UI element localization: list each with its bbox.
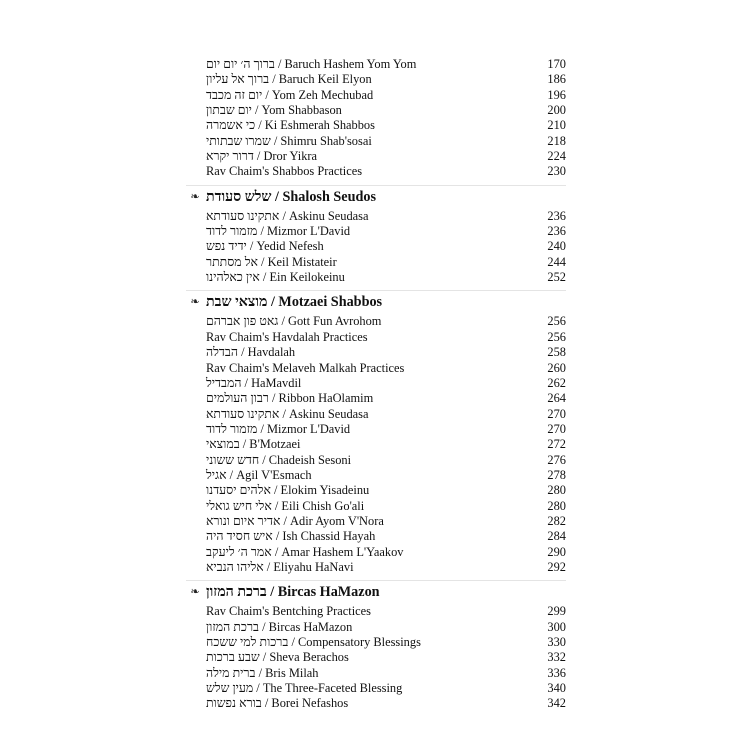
toc-entry (186, 666, 566, 681)
toc-entry-page: 292 (547, 559, 566, 574)
toc-entry-title: ברוך ה׳ יום יום / Baruch Hashem Yom Yom (206, 57, 417, 71)
toc-entry-page: 340 (547, 681, 566, 696)
toc-entry (186, 620, 566, 635)
toc-entry (186, 650, 566, 665)
toc-entry (186, 361, 566, 376)
toc-entry-page: 280 (547, 483, 566, 498)
toc-entry-title: אין כאלהינו / Ein Keilokeinu (206, 270, 345, 285)
toc-entry-page: 300 (547, 619, 566, 634)
toc-entry (186, 560, 566, 575)
toc-entry-page: 284 (547, 529, 566, 544)
toc-entry-title: Rav Chaim's Havdalah Practices (206, 329, 368, 344)
toc-entry-page: 210 (547, 118, 566, 133)
toc-entry-title: ברכת המזון / Bircas HaMazon (206, 619, 353, 634)
toc-entry-title: יום זה מכבד / Yom Zeh Mechubad (206, 87, 374, 102)
toc-entry (186, 483, 566, 498)
toc-entry-title: ברית מילה / Bris Milah (206, 665, 319, 680)
fleuron-icon: ❧ (190, 586, 200, 599)
toc-entry (186, 696, 566, 711)
section-heading-title: שלש סעודת / Shalosh Seudos (206, 188, 376, 205)
toc-entry-page: 200 (547, 103, 566, 118)
toc-entry-page: 170 (547, 57, 566, 71)
toc-entry-title: מזמור לדוד / Mizmor L'David (206, 224, 351, 239)
toc-entry (186, 422, 566, 437)
toc-entry-page: 290 (547, 544, 566, 559)
toc-entry (186, 72, 566, 87)
toc-entry-page: 330 (547, 635, 566, 649)
toc-entry (186, 635, 566, 650)
toc-entry-title: אדיר איום ונורא / Adir Ayom V'Nora (206, 513, 384, 528)
toc-entry-title: במוצאי / B'Motzaei (206, 437, 301, 452)
toc-entry (186, 681, 566, 696)
toc-entry-title: אלי חיש גואלי / Eili Chish Go'ali (206, 498, 365, 513)
toc-entry-title: ידיד נפש / Yedid Nefesh (206, 239, 324, 254)
toc-entry (186, 545, 566, 560)
toc-entry-title: אמר ה׳ ליעקב / Amar Hashem L'Yaakov (206, 544, 404, 559)
toc-entry-title: אתקינו סעודתא / Askinu Seudasa (206, 208, 369, 223)
toc-entry (186, 314, 566, 329)
toc-entry (186, 468, 566, 483)
section-heading (186, 185, 566, 209)
toc-entry (186, 118, 566, 133)
toc-entry (186, 164, 566, 179)
toc-entry-page: 244 (547, 254, 566, 269)
toc-entry (186, 345, 566, 360)
toc-entry-title: שמרו שבתותי / Shimru Shab'sosai (206, 133, 372, 148)
toc-entry-title: Rav Chaim's Shabbos Practices (206, 164, 363, 179)
toc-entry-title: מעין שלש / The Three-Faceted Blessing (206, 681, 403, 696)
toc-entry (186, 209, 566, 224)
toc-entry (186, 88, 566, 103)
toc-entry-title: איש חסיד היה / Ish Chassid Hayah (206, 529, 376, 544)
toc-entry-page: 280 (547, 498, 566, 513)
fleuron-icon: ❧ (190, 296, 200, 309)
toc-entry-page: 256 (547, 329, 566, 344)
toc-entry (186, 391, 566, 406)
toc-entry-title: המבדיל / HaMavdil (206, 375, 302, 390)
toc-entry (186, 134, 566, 149)
toc-entry-title: חדש ששוני / Chadeish Sesoni (206, 452, 352, 467)
toc-entry-page: 236 (547, 224, 566, 239)
toc-entry-title: אל מסתתר / Keil Mistateir (206, 254, 337, 269)
toc-entry (186, 224, 566, 239)
toc-entry-title: Rav Chaim's Melaveh Malkah Practices (206, 360, 405, 375)
toc-entry-page: 342 (547, 696, 566, 711)
toc-entry-page: 252 (547, 270, 566, 285)
toc-entry-page: 264 (547, 391, 566, 406)
toc-entry-page: 278 (547, 467, 566, 482)
toc-entry-title: הבדלה / Havdalah (206, 345, 296, 360)
fleuron-icon: ❧ (190, 190, 200, 203)
toc-entry (186, 407, 566, 422)
toc-entry (186, 514, 566, 529)
section-heading-title: ברכת המזון / Bircas HaMazon (206, 584, 380, 601)
toc-entry-page: 272 (547, 437, 566, 452)
toc-entry (186, 57, 566, 72)
toc-entry-title: אליהו הנביא / Eliyahu HaNavi (206, 559, 354, 574)
toc-entry-title: שבע ברכות / Sheva Berachos (206, 650, 349, 665)
toc-entry-page: 186 (547, 72, 566, 87)
toc-entry-page: 224 (547, 149, 566, 164)
toc-entry-page: 336 (547, 665, 566, 680)
toc-entry (186, 330, 566, 345)
toc-entry-page: 262 (547, 375, 566, 390)
toc-entry-page: 270 (547, 421, 566, 436)
toc-entry-page: 258 (547, 345, 566, 360)
toc-entry-title: גאט פון אברהם / Gott Fun Avrohom (206, 314, 382, 329)
section-heading (186, 580, 566, 604)
toc-entry (186, 453, 566, 468)
toc-entry (186, 529, 566, 544)
section-heading (186, 290, 566, 314)
toc-entry-title: מזמור לדוד / Mizmor L'David (206, 421, 351, 436)
toc-entry-page: 332 (547, 650, 566, 665)
toc-entry-page: 236 (547, 208, 566, 223)
toc-entry-title: אגיל / Agil V'Esmach (206, 467, 312, 482)
toc-entry-page: 260 (547, 360, 566, 375)
toc-entry-page: 270 (547, 406, 566, 421)
toc-entry-page: 299 (547, 604, 566, 619)
toc-entry-title: אלהים יסעדנו / Elokim Yisadeinu (206, 483, 370, 498)
toc-entry-title: יום שבתון / Yom Shabbason (206, 103, 342, 118)
toc-entry (186, 103, 566, 118)
toc-entry-title: רבון העולמים / Ribbon HaOlamim (206, 391, 374, 406)
toc-entry-page: 240 (547, 239, 566, 254)
toc-entry-title: כי אשמרה / Ki Eshmerah Shabbos (206, 118, 375, 133)
toc-entry (186, 239, 566, 254)
toc-entry (186, 270, 566, 285)
toc-entry-title: ברוך אל עליון / Baruch Keil Elyon (206, 72, 372, 87)
table-of-contents (186, 57, 566, 712)
toc-entry (186, 255, 566, 270)
toc-entry-page: 256 (547, 314, 566, 329)
toc-entry-title: אתקינו סעודתא / Askinu Seudasa (206, 406, 369, 421)
toc-entry-title: Rav Chaim's Bentching Practices (206, 604, 371, 619)
toc-entry-page: 282 (547, 513, 566, 528)
toc-entry-page: 276 (547, 452, 566, 467)
toc-entry (186, 604, 566, 619)
toc-entry-title: בורא נפשות / Borei Nefashos (206, 696, 349, 711)
toc-entry (186, 149, 566, 164)
toc-entry-page: 230 (547, 164, 566, 179)
toc-entry-page: 196 (547, 87, 566, 102)
toc-entry-page: 218 (547, 133, 566, 148)
toc-entry-title: דרור יקרא / Dror Yikra (206, 149, 318, 164)
toc-entry (186, 499, 566, 514)
toc-entry (186, 376, 566, 391)
toc-entry-title: ברכות למי ששכח / Compensatory Blessings (206, 635, 421, 649)
toc-entry (186, 437, 566, 452)
section-heading-title: מוצאי שבת / Motzaei Shabbos (206, 294, 383, 311)
